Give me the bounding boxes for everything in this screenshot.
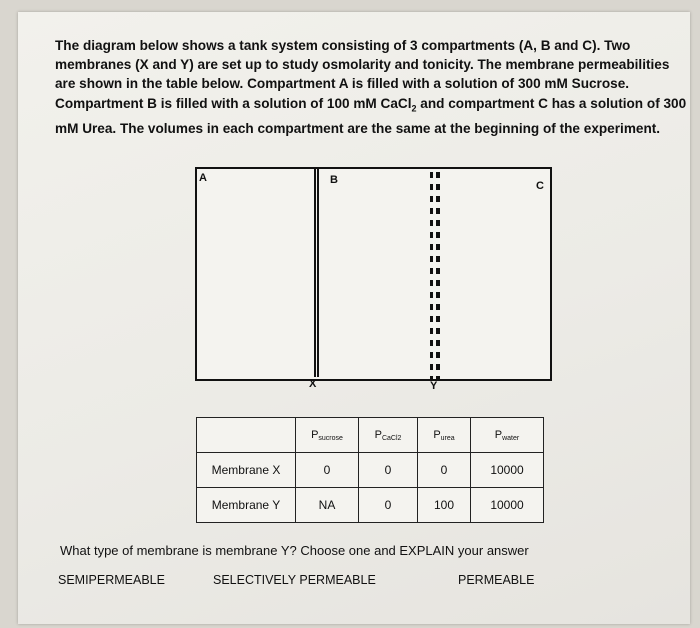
question-text: What type of membrane is membrane Y? Choose one and EXPLAIN your answer <box>60 543 529 558</box>
intro-text-1: The diagram below shows a tank system consisting of 3 compartments (A, B and C). Two membranes (X and Y) are set up to study osmolarity and tonicity. The membrane permeabilities are shown in the table below. Compartment A is filled with a solution of 300 mM Sucrose. Compartment B is filled with a solution of 100 mM CaCl <box>55 38 670 111</box>
row-label-membrane-x: Membrane X <box>197 453 296 488</box>
table-row <box>197 453 544 488</box>
choice-semipermeable: SEMIPERMEABLE <box>58 573 165 587</box>
header-empty-cell <box>197 418 296 453</box>
membrane-x-line <box>314 169 319 377</box>
membrane-x-label: X <box>309 378 317 390</box>
header-p-cacl2: PCaCl2 <box>359 418 418 453</box>
table-cell: 0 <box>359 453 418 488</box>
row-label-membrane-y: Membrane Y <box>197 488 296 523</box>
table-cell: 100 <box>418 488 471 523</box>
table-header-row <box>197 418 544 453</box>
table-cell: NA <box>296 488 359 523</box>
membrane-y-label: Y <box>430 380 438 392</box>
membrane-y-dashed-line <box>430 172 440 380</box>
intro-text-2: and compartment C has a solution of 300 mM Urea. The volumes in each compartment are the same at the beginning of the experiment. <box>55 95 687 136</box>
table-row <box>197 488 544 523</box>
table-cell: 10000 <box>471 453 544 488</box>
choice-selectively-permeable: SELECTIVELY PERMEABLE <box>213 573 376 587</box>
compartment-c-label: C <box>536 180 544 192</box>
compartment-a-label: A <box>199 172 207 184</box>
compartment-b-label: B <box>330 174 338 186</box>
choice-permeable: PERMEABLE <box>458 573 535 587</box>
table-cell: 10000 <box>471 488 544 523</box>
intro-paragraph <box>55 36 690 138</box>
tank-diagram <box>195 167 552 381</box>
table-cell: 0 <box>296 453 359 488</box>
header-p-urea: Purea <box>418 418 471 453</box>
permeability-table <box>196 417 544 523</box>
header-p-water: Pwater <box>471 418 544 453</box>
intro-subscript: 2 <box>411 103 417 114</box>
table-cell: 0 <box>418 453 471 488</box>
table-cell: 0 <box>359 488 418 523</box>
worksheet-page <box>18 12 690 624</box>
header-p-sucrose: Psucrose <box>296 418 359 453</box>
